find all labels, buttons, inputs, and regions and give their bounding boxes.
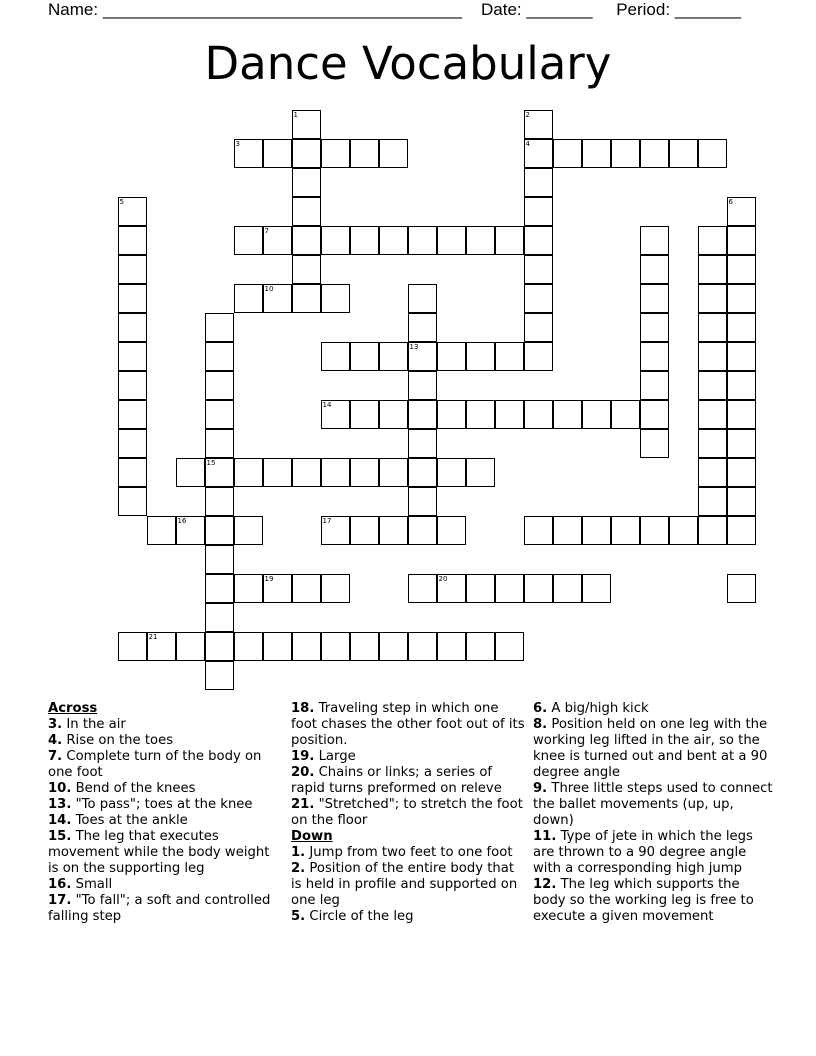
grid-cell[interactable]: [698, 226, 727, 255]
clue-item-text: Position of the entire body that is held in profile and supported on one leg: [291, 861, 518, 908]
grid-cell[interactable]: [205, 487, 234, 516]
clue-item-number: 20.: [291, 765, 315, 780]
grid-cell[interactable]: [408, 429, 437, 458]
clue-item-text: Three little steps used to connect the ballet movements (up, up, down): [533, 781, 773, 828]
grid-cell[interactable]: [292, 226, 321, 255]
grid-cell[interactable]: [118, 458, 147, 487]
grid-cell[interactable]: [408, 342, 437, 371]
date-blank[interactable]: _______: [526, 0, 593, 19]
grid-cell[interactable]: [205, 429, 234, 458]
grid-cell[interactable]: [466, 400, 495, 429]
grid-cell[interactable]: [147, 632, 176, 661]
grid-cell[interactable]: [118, 226, 147, 255]
grid-cell[interactable]: [524, 400, 553, 429]
grid-cell[interactable]: [669, 516, 698, 545]
grid-cell[interactable]: [727, 226, 756, 255]
grid-cell[interactable]: [524, 226, 553, 255]
clue-number: 13: [409, 343, 419, 351]
grid-cell[interactable]: [524, 197, 553, 226]
grid-cell[interactable]: [350, 632, 379, 661]
grid-cell[interactable]: [263, 632, 292, 661]
page-title: Dance Vocabulary: [204, 37, 612, 90]
grid-cell[interactable]: [321, 284, 350, 313]
grid-cell[interactable]: [495, 342, 524, 371]
grid-cell[interactable]: [263, 284, 292, 313]
grid-cell[interactable]: [408, 371, 437, 400]
clue-item-text: Bend of the knees: [75, 781, 196, 796]
grid-cell[interactable]: [408, 516, 437, 545]
clue-item-number: 9.: [533, 781, 548, 796]
clue-item-number: 13.: [48, 797, 72, 812]
clue-item-number: 19.: [291, 749, 315, 764]
grid-cell[interactable]: [292, 197, 321, 226]
grid-cell[interactable]: [727, 574, 756, 603]
clue-column-3: [533, 701, 773, 925]
grid-cell[interactable]: [205, 632, 234, 661]
clue-item-number: 7.: [48, 749, 63, 764]
grid-cell[interactable]: [698, 255, 727, 284]
grid-cell[interactable]: [118, 284, 147, 313]
grid-cell[interactable]: [524, 110, 553, 139]
clue-item-text: Toes at the ankle: [75, 813, 188, 828]
grid-cell[interactable]: [640, 371, 669, 400]
grid-cell[interactable]: [727, 313, 756, 342]
grid-cell[interactable]: [698, 284, 727, 313]
grid-cell[interactable]: [350, 226, 379, 255]
clue-item-number: 6.: [533, 701, 548, 716]
grid-cell[interactable]: [321, 516, 350, 545]
clue-item: [533, 717, 773, 781]
grid-cell[interactable]: [437, 458, 466, 487]
clue-item: [48, 813, 280, 829]
grid-cell[interactable]: [292, 284, 321, 313]
grid-cell[interactable]: [292, 168, 321, 197]
grid-cell[interactable]: [582, 139, 611, 168]
grid-cell[interactable]: [727, 458, 756, 487]
clue-item-number: 1.: [291, 845, 306, 860]
grid-cell[interactable]: [118, 371, 147, 400]
clue-item-text: The leg which supports the body so the working leg is free to execute a given movement: [533, 877, 754, 924]
grid-cell[interactable]: [437, 516, 466, 545]
grid-cell[interactable]: [292, 458, 321, 487]
clue-item: [48, 877, 280, 893]
grid-cell[interactable]: [698, 371, 727, 400]
clues-section: [0, 700, 816, 960]
grid-cell[interactable]: [727, 516, 756, 545]
clue-item-text: "To pass"; toes at the knee: [75, 797, 253, 812]
clue-item-number: 12.: [533, 877, 557, 892]
grid-cell[interactable]: [379, 342, 408, 371]
grid-cell[interactable]: [408, 400, 437, 429]
clue-item: [291, 797, 527, 829]
grid-cell[interactable]: [176, 458, 205, 487]
grid-cell[interactable]: [205, 313, 234, 342]
grid-cell[interactable]: [727, 429, 756, 458]
clue-number: 16: [177, 517, 187, 525]
grid-cell[interactable]: [350, 139, 379, 168]
grid-cell[interactable]: [118, 342, 147, 371]
grid-cell[interactable]: [495, 226, 524, 255]
grid-cell[interactable]: [611, 139, 640, 168]
grid-cell[interactable]: [205, 603, 234, 632]
clue-item: [48, 829, 280, 877]
clue-item: [48, 797, 280, 813]
grid-cell[interactable]: [350, 342, 379, 371]
grid-cell[interactable]: [205, 371, 234, 400]
clue-item: [291, 701, 527, 749]
grid-cell[interactable]: [466, 632, 495, 661]
grid-cell[interactable]: [553, 139, 582, 168]
grid-cell[interactable]: [727, 197, 756, 226]
grid-cell[interactable]: [524, 313, 553, 342]
grid-cell[interactable]: [524, 168, 553, 197]
grid-cell[interactable]: [437, 342, 466, 371]
grid-cell[interactable]: [176, 516, 205, 545]
grid-cell[interactable]: [321, 458, 350, 487]
clue-item-number: 2.: [291, 861, 306, 876]
clue-number: 10: [264, 285, 274, 293]
grid-cell[interactable]: [640, 139, 669, 168]
clue-item: [48, 893, 280, 925]
grid-cell[interactable]: [727, 284, 756, 313]
grid-cell[interactable]: [408, 226, 437, 255]
grid-cell[interactable]: [408, 632, 437, 661]
clue-item-text: Type of jete in which the legs are thrown to a 90 degree angle with a corresponding high jump: [533, 829, 753, 876]
name-label: Name:: [48, 0, 99, 19]
clue-item-text: In the air: [66, 717, 126, 732]
grid-cell[interactable]: [582, 400, 611, 429]
grid-cell[interactable]: [350, 400, 379, 429]
clue-item-text: Rise on the toes: [66, 733, 174, 748]
clue-number: 5: [119, 198, 124, 206]
grid-cell[interactable]: [118, 429, 147, 458]
grid-cell[interactable]: [495, 632, 524, 661]
clue-number: 14: [322, 401, 332, 409]
clue-item-text: Chains or links; a series of rapid turns preformed on releve: [291, 765, 502, 796]
grid-cell[interactable]: [321, 574, 350, 603]
date-label: Date:: [481, 0, 522, 19]
clue-item: [291, 861, 527, 909]
grid-cell[interactable]: [524, 574, 553, 603]
grid-cell[interactable]: [640, 400, 669, 429]
clue-item: [291, 749, 527, 765]
grid-cell[interactable]: [379, 226, 408, 255]
grid-cell[interactable]: [727, 487, 756, 516]
clue-item-text: The leg that executes movement while the body weight is on the supporting leg: [48, 829, 270, 876]
grid-cell[interactable]: [292, 110, 321, 139]
grid-cell[interactable]: [582, 574, 611, 603]
grid-cell[interactable]: [437, 632, 466, 661]
grid-cell[interactable]: [350, 516, 379, 545]
grid-cell[interactable]: [118, 255, 147, 284]
clue-number: 1: [293, 111, 298, 119]
grid-cell[interactable]: [292, 255, 321, 284]
grid-cell[interactable]: [321, 226, 350, 255]
grid-cell[interactable]: [350, 458, 379, 487]
clue-item-number: 18.: [291, 701, 315, 716]
grid-cell[interactable]: [640, 284, 669, 313]
grid-cell[interactable]: [698, 139, 727, 168]
grid-cell[interactable]: [698, 313, 727, 342]
clue-item-number: 14.: [48, 813, 72, 828]
grid-cell[interactable]: [640, 313, 669, 342]
grid-cell[interactable]: [408, 313, 437, 342]
grid-cell[interactable]: [495, 574, 524, 603]
grid-cell[interactable]: [205, 661, 234, 690]
grid-cell[interactable]: [263, 139, 292, 168]
grid-cell[interactable]: [263, 458, 292, 487]
grid-cell[interactable]: [205, 400, 234, 429]
grid-cell[interactable]: [582, 516, 611, 545]
grid-cell[interactable]: [321, 342, 350, 371]
grid-cell[interactable]: [205, 516, 234, 545]
grid-cell[interactable]: [321, 400, 350, 429]
grid-cell[interactable]: [553, 516, 582, 545]
grid-cell[interactable]: [176, 632, 205, 661]
grid-cell[interactable]: [553, 574, 582, 603]
grid-cell[interactable]: [640, 342, 669, 371]
clue-item-text: Position held on one leg with the working leg lifted in the air, so the knee is turned out and bent at a 90 degree angle: [533, 717, 768, 780]
name-blank[interactable]: ______________________________________: [102, 0, 463, 19]
grid-cell[interactable]: [205, 545, 234, 574]
grid-cell[interactable]: [437, 574, 466, 603]
grid-cell[interactable]: [524, 284, 553, 313]
grid-cell[interactable]: [698, 487, 727, 516]
grid-cell[interactable]: [379, 139, 408, 168]
grid-cell[interactable]: [524, 139, 553, 168]
grid-cell[interactable]: [234, 458, 263, 487]
clue-item-text: "To fall"; a soft and controlled falling step: [48, 893, 271, 924]
grid-cell[interactable]: [524, 516, 553, 545]
clue-item-number: 11.: [533, 829, 557, 844]
grid-cell[interactable]: [698, 342, 727, 371]
grid-cell[interactable]: [408, 487, 437, 516]
grid-cell[interactable]: [727, 371, 756, 400]
clue-item-text: Circle of the leg: [309, 909, 414, 924]
grid-cell[interactable]: [408, 574, 437, 603]
grid-cell[interactable]: [234, 226, 263, 255]
clue-item-number: 8.: [533, 717, 548, 732]
grid-cell[interactable]: [263, 574, 292, 603]
clue-item-text: Small: [75, 877, 113, 892]
grid-cell[interactable]: [698, 516, 727, 545]
clue-item: [291, 765, 527, 797]
clue-item: [291, 909, 527, 925]
grid-cell[interactable]: [292, 139, 321, 168]
clue-item: [533, 877, 773, 925]
grid-cell[interactable]: [118, 400, 147, 429]
clue-item: [48, 749, 280, 781]
grid-cell[interactable]: [205, 574, 234, 603]
clue-item-text: Traveling step in which one foot chases the other foot out of its position.: [291, 701, 525, 748]
grid-cell[interactable]: [205, 458, 234, 487]
grid-cell[interactable]: [234, 516, 263, 545]
clue-item-number: 4.: [48, 733, 63, 748]
grid-cell[interactable]: [292, 574, 321, 603]
grid-cell[interactable]: [698, 458, 727, 487]
clue-item-text: Jump from two feet to one foot: [309, 845, 513, 860]
grid-cell[interactable]: [437, 400, 466, 429]
clue-item: [48, 717, 280, 733]
clue-item-text: "Stretched"; to stretch the foot on the floor: [291, 797, 523, 828]
clue-number: 21: [148, 633, 158, 641]
grid-cell[interactable]: [727, 400, 756, 429]
clue-number: 2: [525, 111, 530, 119]
grid-cell[interactable]: [234, 574, 263, 603]
clue-item-number: 21.: [291, 797, 315, 812]
clue-number: 7: [264, 227, 269, 235]
clue-item: [533, 701, 773, 717]
clue-item-number: 16.: [48, 877, 72, 892]
grid-cell[interactable]: [437, 226, 466, 255]
grid-cell[interactable]: [408, 284, 437, 313]
grid-cell[interactable]: [466, 458, 495, 487]
grid-cell[interactable]: [698, 400, 727, 429]
grid-cell[interactable]: [669, 139, 698, 168]
grid-cell[interactable]: [321, 632, 350, 661]
clue-item-number: 3.: [48, 717, 63, 732]
grid-cell[interactable]: [379, 632, 408, 661]
clue-item-number: 5.: [291, 909, 306, 924]
grid-cell[interactable]: [640, 429, 669, 458]
clue-section-header: Down: [291, 829, 333, 844]
clue-item-text: Complete turn of the body on one foot: [48, 749, 262, 780]
clue-item: [291, 845, 527, 861]
grid-cell[interactable]: [263, 226, 292, 255]
grid-cell[interactable]: [727, 342, 756, 371]
clue-item-number: 17.: [48, 893, 72, 908]
grid-cell[interactable]: [234, 284, 263, 313]
grid-cell[interactable]: [118, 197, 147, 226]
grid-cell[interactable]: [292, 632, 321, 661]
clue-item: [533, 829, 773, 877]
grid-cell[interactable]: [466, 342, 495, 371]
grid-cell[interactable]: [466, 226, 495, 255]
clue-item-text: A big/high kick: [551, 701, 649, 716]
grid-cell[interactable]: [495, 400, 524, 429]
grid-cell[interactable]: [698, 429, 727, 458]
grid-cell[interactable]: [379, 516, 408, 545]
clue-number: 15: [206, 459, 216, 467]
grid-cell[interactable]: [118, 313, 147, 342]
clue-item-number: 10.: [48, 781, 72, 796]
clue-item: [48, 781, 280, 797]
grid-cell[interactable]: [408, 458, 437, 487]
grid-cell[interactable]: [147, 516, 176, 545]
clue-item-text: Large: [318, 749, 356, 764]
period-blank[interactable]: _______: [674, 0, 741, 19]
clue-item-number: 15.: [48, 829, 72, 844]
grid-cell[interactable]: [553, 400, 582, 429]
grid-cell[interactable]: [466, 574, 495, 603]
clue-number: 6: [728, 198, 733, 206]
clue-number: 3: [235, 140, 240, 148]
grid-cell[interactable]: [640, 516, 669, 545]
grid-cell[interactable]: [640, 255, 669, 284]
grid-cell[interactable]: [379, 400, 408, 429]
grid-cell[interactable]: [205, 342, 234, 371]
grid-cell[interactable]: [611, 516, 640, 545]
clue-column-2: [291, 701, 527, 925]
clue-item: [533, 781, 773, 829]
grid-cell[interactable]: [524, 342, 553, 371]
clue-number: 4: [525, 140, 530, 148]
period-label: Period:: [616, 0, 671, 19]
grid-cell[interactable]: [234, 139, 263, 168]
clue-number: 19: [264, 575, 274, 583]
clue-column-1: [48, 701, 280, 925]
grid-cell[interactable]: [321, 139, 350, 168]
clue-number: 20: [438, 575, 448, 583]
grid-cell[interactable]: [118, 632, 147, 661]
grid-cell[interactable]: [234, 632, 263, 661]
clue-item: [48, 733, 280, 749]
clue-section-header: Across: [48, 701, 98, 716]
grid-cell[interactable]: [379, 458, 408, 487]
clue-number: 17: [322, 517, 332, 525]
grid-cell[interactable]: [611, 400, 640, 429]
grid-cell[interactable]: [118, 487, 147, 516]
grid-cell[interactable]: [524, 255, 553, 284]
grid-cell[interactable]: [640, 226, 669, 255]
grid-cell[interactable]: [727, 255, 756, 284]
